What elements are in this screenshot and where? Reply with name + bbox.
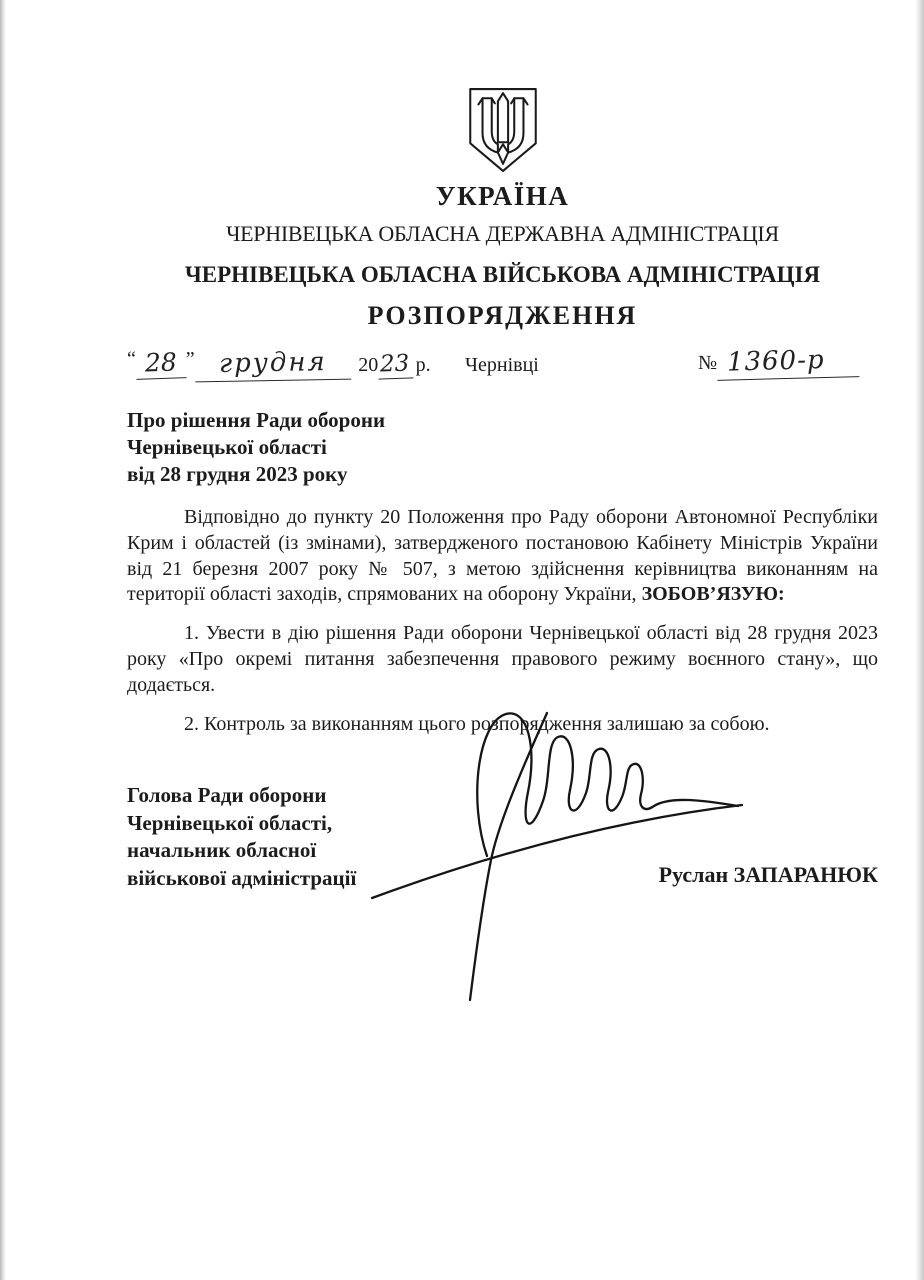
org-line-military-administration: ЧЕРНІВЕЦЬКА ОБЛАСНА ВІЙСЬКОВА АДМІНІСТРАЦІЯ <box>184 262 821 287</box>
subject-line: Чернівецької області <box>127 435 327 459</box>
scan-edge-left <box>0 0 6 1280</box>
signer-position-line: військової адміністрації <box>127 865 357 890</box>
city-label: Чернівці <box>465 354 539 376</box>
number-sign: № <box>698 352 718 374</box>
intro-paragraph-text: Відповідно до пункту 20 Положення про Раду оборони Автономної Республіки Крим і областей (із змінами), затвердженого постановою Кабінету Міністрів України від 21 березня 2007 року № 507, з метою здійснення керівництва виконанням на території області заходів, спрямованих на оборону України, <box>127 506 878 606</box>
country-title: УКРАЇНА <box>435 181 570 211</box>
item-2-paragraph: 2. Контроль за виконанням цього розпорядження залишаю за собою. <box>184 712 770 735</box>
ukraine-trident-emblem-icon <box>466 161 540 178</box>
signer-position-block <box>127 782 356 892</box>
handwritten-day: 28 <box>135 347 186 380</box>
date-group <box>127 348 431 381</box>
handwritten-year: 23 <box>378 350 414 379</box>
close-quote: ” <box>185 348 195 370</box>
subject-line: Про рішення Ради оборони <box>127 408 386 432</box>
subject-line: від 28 грудня 2023 року <box>127 462 348 486</box>
obligate-keyword: ЗОБОВ’ЯЗУЮ: <box>641 583 785 606</box>
handwritten-document-number: 1360-р <box>717 344 859 381</box>
emblem-wrap <box>127 86 878 179</box>
org-line-state-administration: ЧЕРНІВЕЦЬКА ОБЛАСНА ДЕРЖАВНА АДМІНІСТРАЦІЯ <box>226 221 779 246</box>
document-content <box>127 0 878 892</box>
subject-block <box>127 407 878 488</box>
signer-position-line: Голова Ради оборони <box>127 783 327 808</box>
year-suffix: р. <box>415 354 431 376</box>
handwritten-month: грудня <box>194 347 350 383</box>
scan-edge-right <box>915 0 924 1280</box>
open-quote: “ <box>127 348 136 370</box>
signer-position-line: Чернівецької області, <box>127 810 333 835</box>
signer-position-line: начальник обласної <box>127 838 317 863</box>
signature-row <box>127 782 878 892</box>
signer-name: Руслан ЗАПАРАНЮК <box>658 862 878 888</box>
date-line <box>127 345 878 385</box>
document-number-group <box>698 346 859 379</box>
document-type-title: РОЗПОРЯДЖЕННЯ <box>367 301 638 330</box>
item-1-paragraph: 1. Увести в дію рішення Ради оборони Чернівецької області від 28 грудня 2023 року «Про окремі питання забезпечення правового режиму воєнного стану», що додається. <box>127 622 878 696</box>
printed-year-prefix: 20 <box>358 354 379 376</box>
intro-paragraph <box>127 505 878 608</box>
